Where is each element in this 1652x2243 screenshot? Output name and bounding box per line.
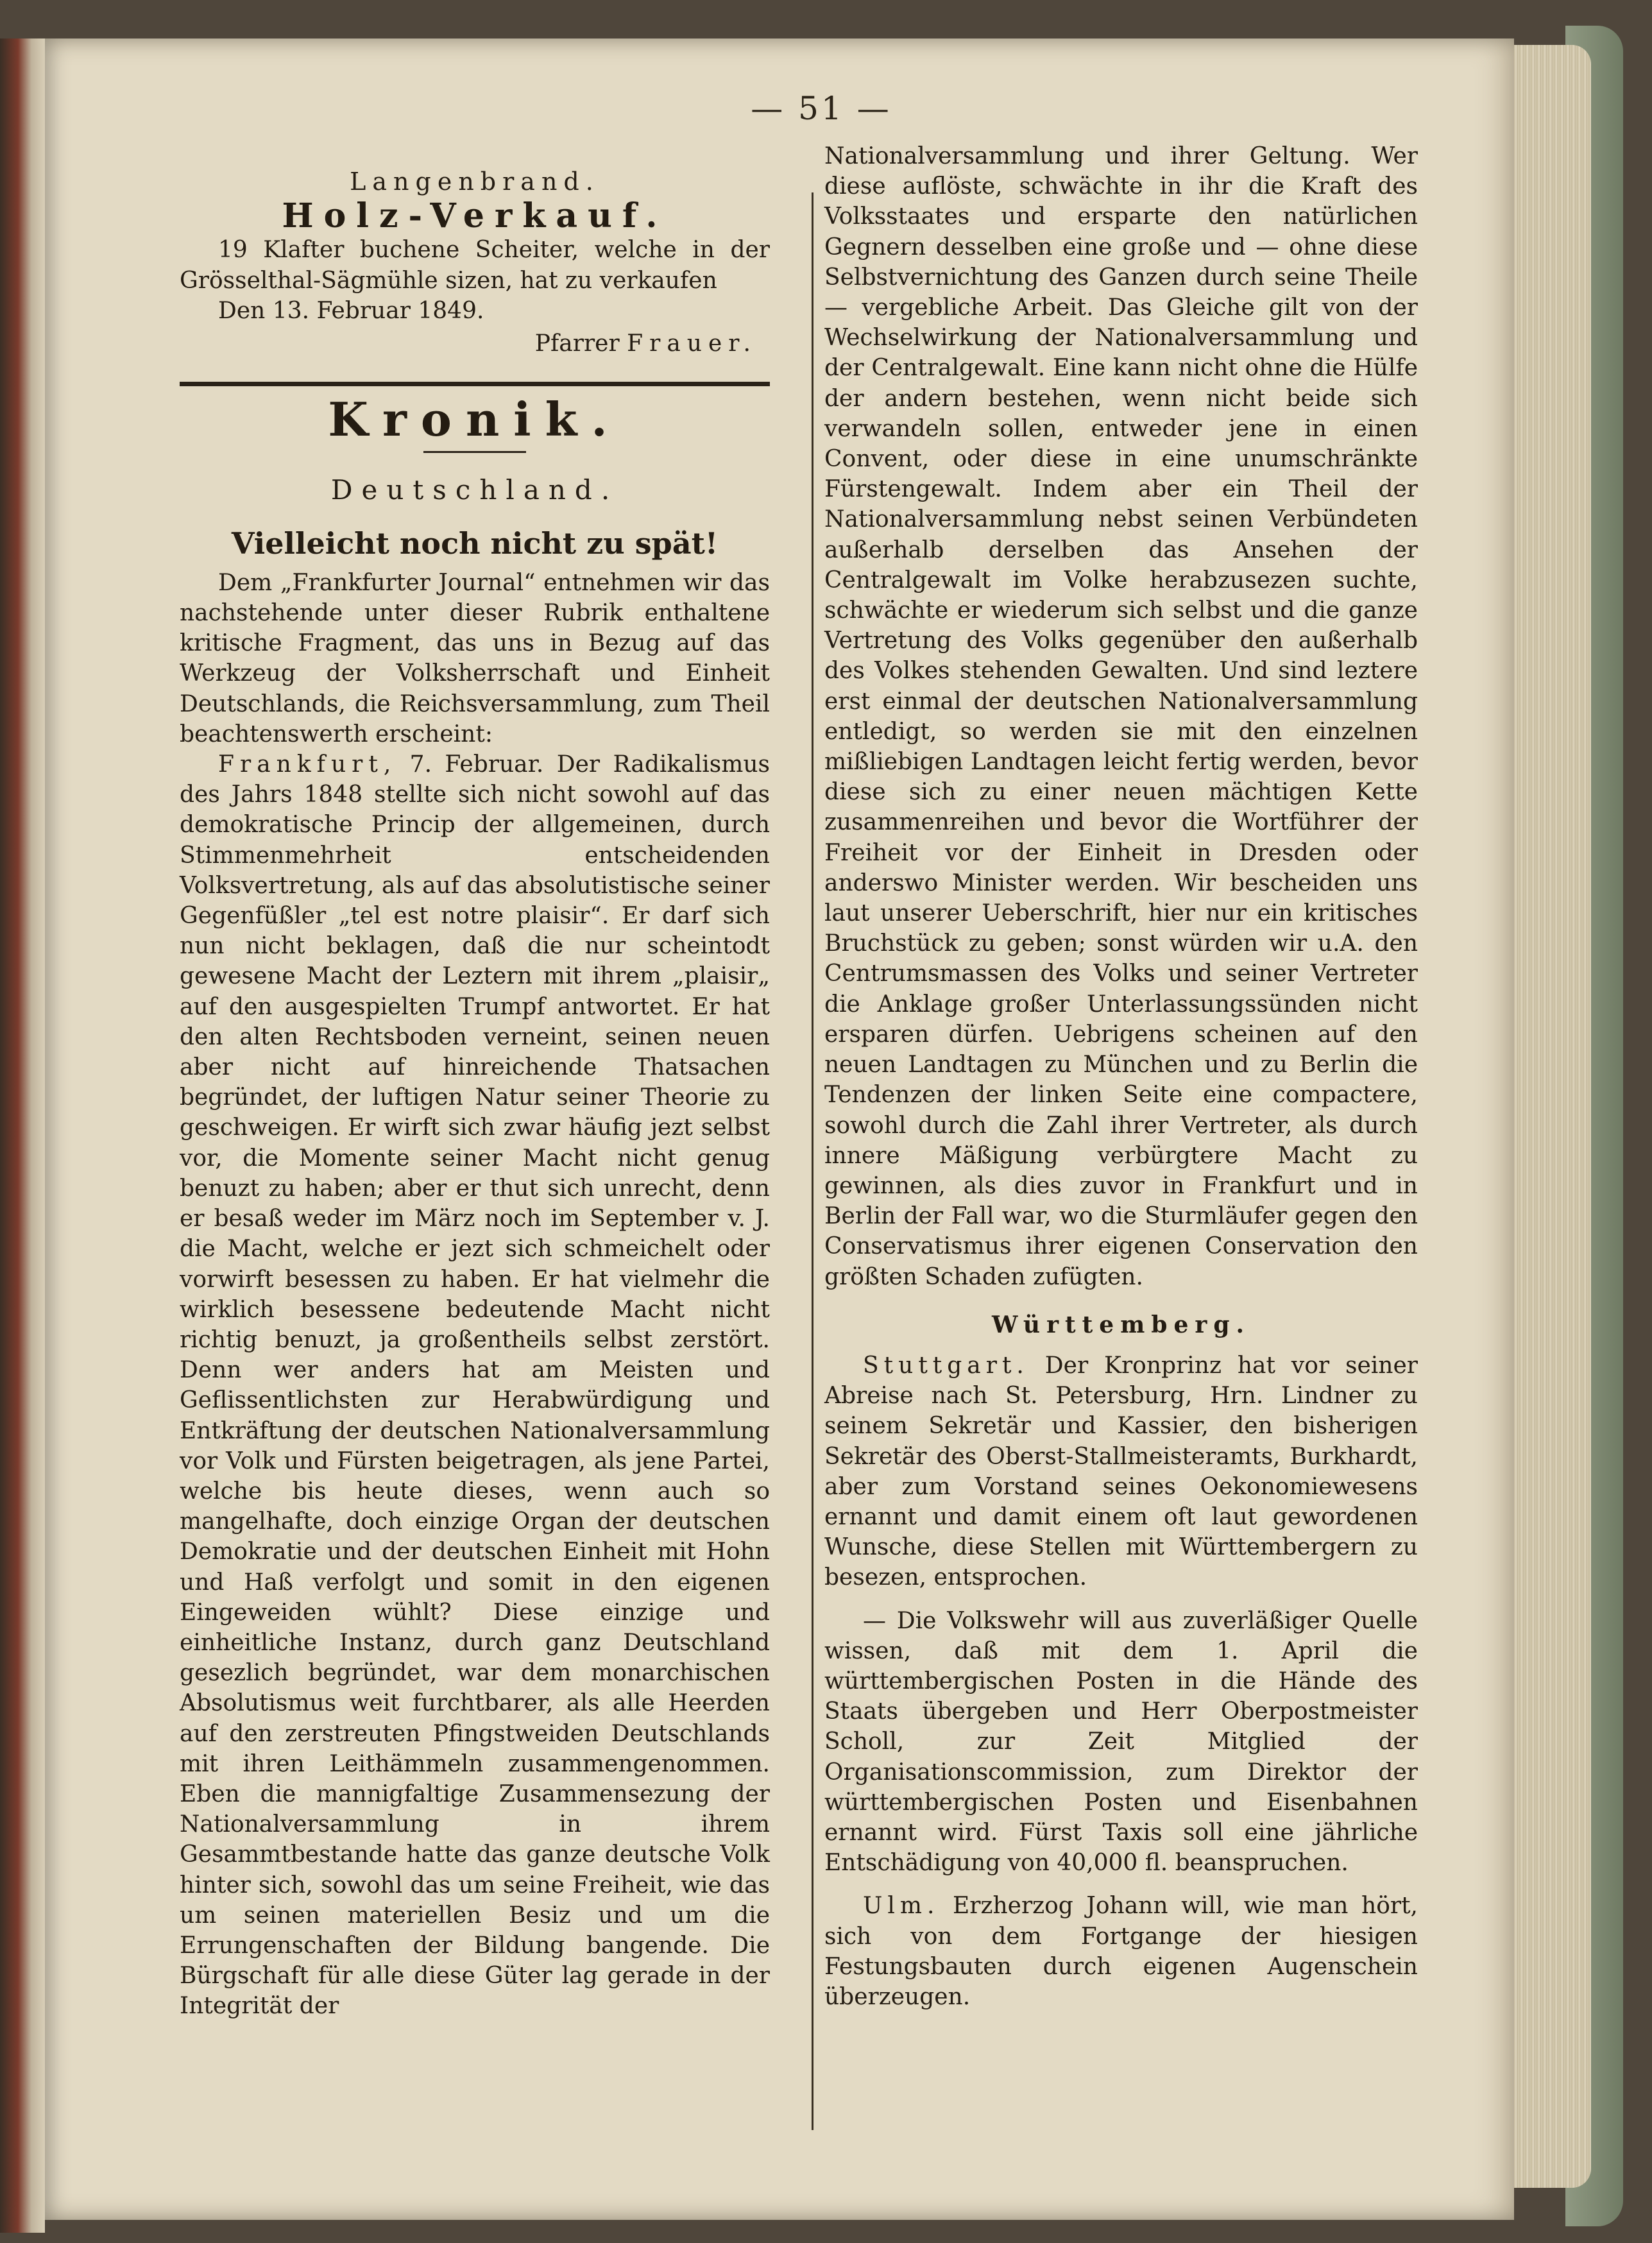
region-heading: Württemberg. [991,1311,1251,1338]
book-cover-edge [0,38,45,2233]
ad-signature-name: Frauer. [627,330,757,357]
stuttgart-text: Der Kronprinz hat vor seiner Abreise nach St. Petersburg, Hrn. Lindner zu seinem Sekretär und Kassier, den bisherigen Sekretär des Oberst-Stallmeisteramts, Burkhardt, aber zum Vorstand seines Oekonomiewesens ernannt und damit einem oft laut gewordenen Wunsche, diese Stellen mit Württembergern zu besezen, entsprochen. [824,1352,1418,1591]
article-title: Vielleicht noch nicht zu spät! [231,525,719,561]
dateline-date: 7. Februar. [409,751,544,778]
article-body [180,749,770,2022]
ad-signature-title: Pfarrer [534,330,620,357]
ad-body: 19 Klafter buchene Scheiter, welche in der Grösselthal-Sägmühle sizen, hat zu verkaufen [180,237,770,294]
page-number: — 51 — [751,90,892,127]
section-title: Kronik. [328,392,622,447]
stuttgart-place: Stuttgart. [863,1352,1029,1379]
dateline-place: Frankfurt, [218,751,397,778]
ulm-news [824,1891,1418,2012]
ad-title: Holz-Verkauf. [282,196,668,236]
right-column [824,141,1418,2012]
ulm-text: Erzherzog Johann will, wie man hört, sich von dem Fortgange der hiesigen Festungsbauten durch eigenen Augenschein überzeugen. [824,1893,1418,2010]
country-heading: Deutschland. [330,474,619,506]
short-rule [423,451,526,453]
article-intro: Dem „Frankfurter Journal“ entnehmen wir das nachstehende unter dieser Rubrik enthaltene kritische Fragment, das uns in Bezug auf das Werkzeug der Volksherrschaft und Einheit Deutschlands, die Reichsversammlung, zum Theil beachtenswerth erscheint: [180,569,770,747]
article-text: Der Radikalismus des Jahrs 1848 stellte sich nicht sowohl auf das demokratische Princip der allgemeinen, durch Stimmenmehrheit entscheidenden Volksvertretung, als auf das absolutistische seiner Gegenfüßler „tel est notre plaisir“. Er darf sich nun nicht beklagen, daß die nur scheintodt gewesene Macht der Leztern mit ihrem „plaisir„ auf den ausgespielten Trumpf antwortet. Er hat den alten Rechtsboden verneint, seinen neuen aber nicht auf hinreichende Thatsachen begründet, der luftigen Natur seiner Theorie zu geschweigen. Er wirft sich zwar häufig jezt selbst vor, die Momente seiner Macht nicht genug benuzt zu haben; aber er thut sich unrecht, denn er besaß weder im März noch im September v. J. die Macht, welche er jezt sich schmeichelt oder vorwirft besessen zu haben. Er hat vielmehr die wirklich besessene bedeutende Macht nicht richtig benuzt, ja großentheils selbst zerstört. Denn wer anders hat am Meisten und Geflissentlichsten zur Herabwürdigung und Entkräftung der deutschen Nationalversammlung vor Volk und Fürsten beigetragen, als jene Partei, welche bis heute dieses, wenn auch so mangelhafte, doch einzige Organ der deutschen Demokratie und der deutschen Einheit mit Hohn und Haß verfolgt und somit in den eigenen Eingeweiden wühlt? Diese einzige und einheitliche Instanz, durch ganz Deutschland gesezlich begründet, war dem monarchischen Absolutismus weit furchtbarer, als alle Heerden auf den zerstreuten Pfingstweiden Deutschlands mit ihren Leithämmeln zusammengenommen. Eben die mannigfaltige Zusammensezung der Nationalversammlung in ihrem Gesammtbestande hatte das ganze deutsche Volk hinter sich, sowohl das um seine Freiheit, wie das um seinen materiellen Besiz und um die Errungenschaften der Bildung bangende. Die Bürgschaft für alle diese Güter lag gerade in der Integrität der [180,751,770,2020]
stuttgart-news [824,1351,1418,1593]
ad-place: Langenbrand. [350,167,600,196]
article-continued: Nationalversammlung und ihrer Geltung. Wer diese auflöste, schwächte in ihr die Kraft des Volksstaates und ersparte den natürlichen Gegnern desselben eine große und — ohne diese Selbstvernichtung des Ganzen durch seine Theile — vergebliche Arbeit. Das Gleiche gilt von der Wechselwirkung der Nationalversammlung und der Centralgewalt. Eine kann nicht ohne die Hülfe der andern bestehen, wenn nicht beide sich verwandeln sollen, entweder jene in einen Convent, oder diese in eine unumschränkte Fürstengewalt. Indem aber ein Theil der Nationalversammlung nebst seinen Verbündeten außerhalb derselben das Ansehen der Centralgewalt im Volke herabzusezen suchte, schwächte er wiederum sich selbst und die ganze Vertretung des Volks gegenüber den außerhalb des Volkes stehenden Gewalten. Und sind leztere erst einmal der deutschen Nationalversammlung entledigt, so werden sie mit den einzelnen mißliebigen Landtagen leicht fertig werden, bevor diese sich zu einer neuen mächtigen Kette zusammenreihen und bevor die Wortführer der Freiheit vor der Einheit in Dresden oder anderswo Minister werden. Wir bescheiden uns laut unserer Ueberschrift, hier nur ein kritisches Bruchstück zu geben; sonst würden wir u.A. den Centrumsmassen des Volks und seiner Vertreter die Anklage großer Unterlassungssünden nicht ersparen dürfen. Uebrigens scheinen auf den neuen Landtagen zu München und zu Berlin die Tendenzen der linken Seite eine compactere, sowohl durch die Zahl ihrer Vertreter, als durch innere Mäßigung verbürgtere Macht zu gewinnen, als dies zuvor in Frankfurt und in Berlin der Fall war, wo die Sturmläufer gegen den Conservatismus ihrer eigenen Conservation den größten Schaden zufügten. [824,143,1418,1290]
section-rule [180,382,770,386]
ulm-place: Ulm. [863,1893,940,1920]
ad-date: Den 13. Februar 1849. [218,297,484,324]
newspaper-page [45,38,1514,2220]
volkswehr-news: — Die Volkswehr will aus zuverläßiger Quelle wissen, daß mit dem 1. April die württembergischen Posten in die Hände des Staats übergeben und Herr Oberpostmeister Scholl, zur Zeit Mitglied der Organisationscommission, zum Direktor der württembergischen Posten und Eisenbahnen ernannt wird. Fürst Taxis soll eine jährliche Entschädigung von 40,000 fl. beanspruchen. [824,1607,1418,1877]
left-column [180,167,770,2022]
column-divider [812,192,813,2130]
ad-signature [180,328,770,359]
